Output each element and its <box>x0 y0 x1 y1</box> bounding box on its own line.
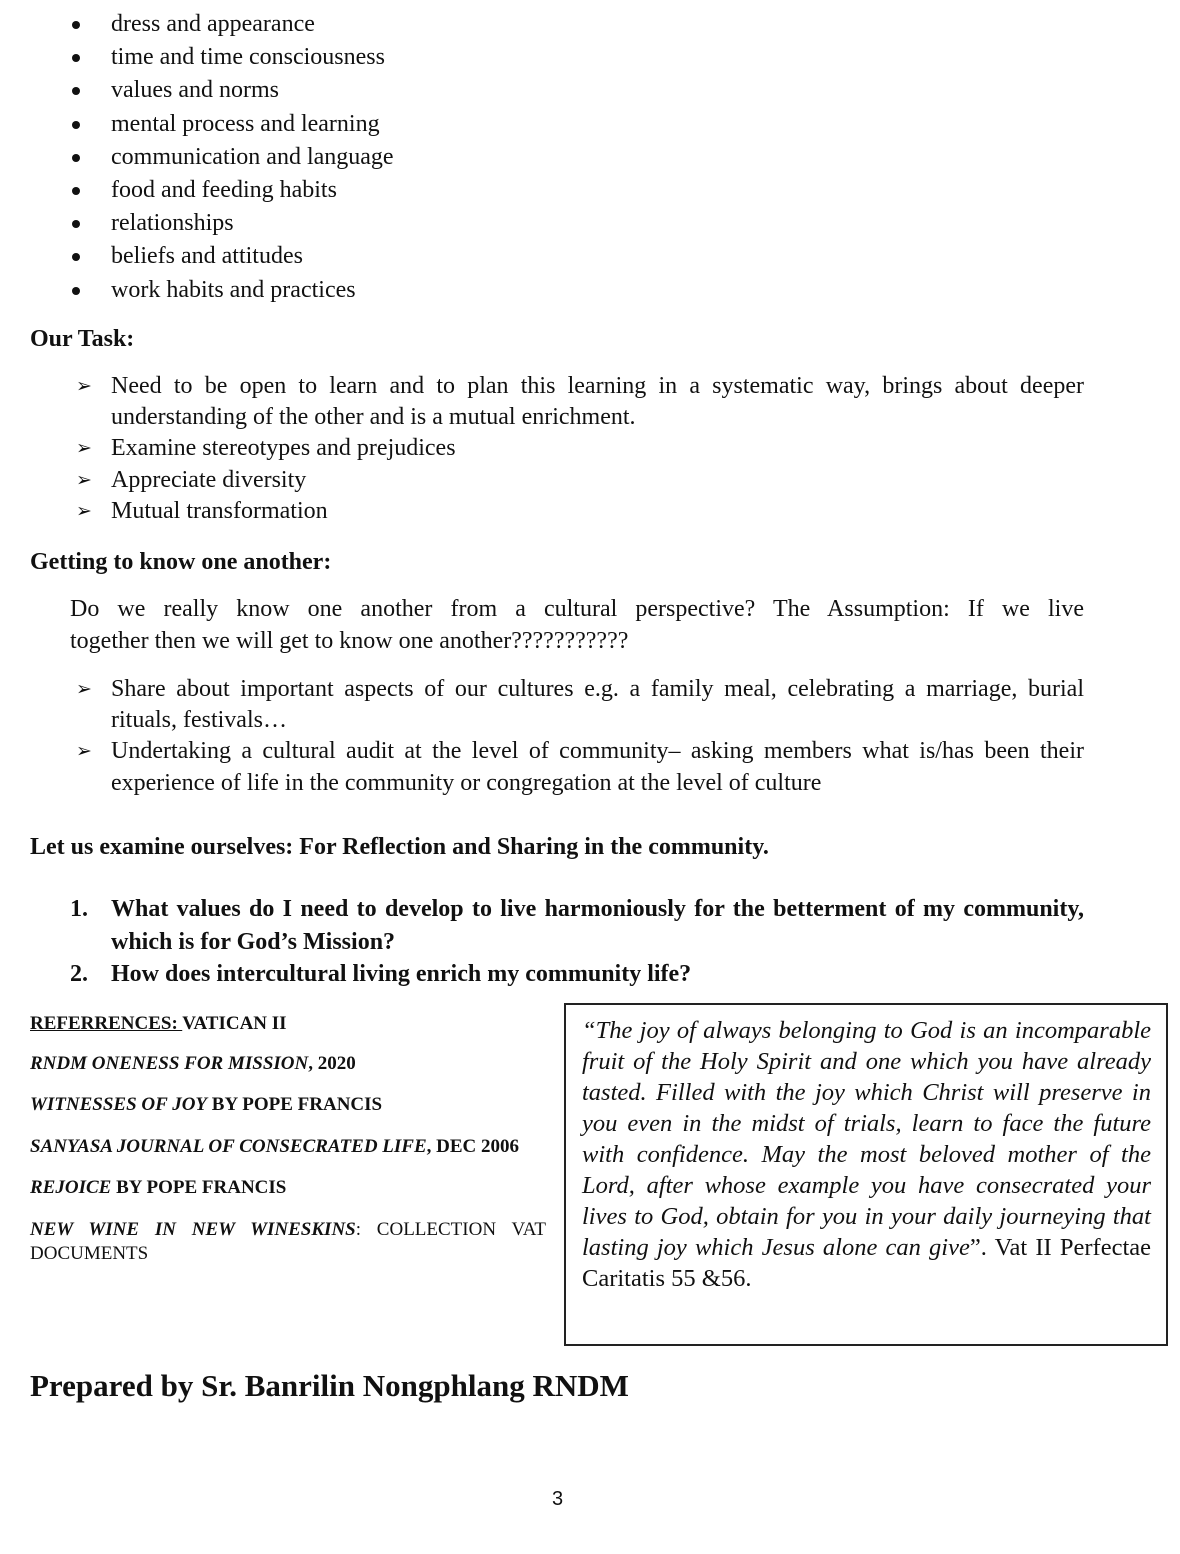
assumption-paragraph: Do we really know one another from a cultural perspective? The Assumption: If we live together then we will get to know one another??????????? <box>70 596 1084 654</box>
list-item: relationships <box>70 207 394 240</box>
reference-item: NEW WINE IN NEW WINESKINS: COLLECTION VAT DOCUMENTS <box>30 1218 546 1264</box>
our-task-heading: Our Task: <box>30 326 135 352</box>
arrow-bullet-icon: ➢ <box>76 499 92 522</box>
arrow-bullet-icon: ➢ <box>76 468 92 491</box>
list-item: ➢ Undertaking a cultural audit at the level of community– asking members what is/has been their experience of life in the community or congregation at the level of culture <box>76 738 1084 796</box>
culture-aspects-list <box>70 8 394 307</box>
list-item: ➢ Examine stereotypes and prejudices <box>76 433 1084 464</box>
arrow-bullet-icon: ➢ <box>76 437 92 460</box>
list-item: ➢ Need to be open to learn and to plan this learning in a systematic way, brings about deeper understanding of the other and is a mutual enrichment. <box>76 373 1084 431</box>
list-item: ➢ Share about important aspects of our cultures e.g. a family meal, celebrating a marriage, burial rituals, festivals… <box>76 676 1084 734</box>
list-item: dress and appearance <box>70 8 394 41</box>
quote-text: “The joy of always belonging to God is an incomparable fruit of the Holy Spirit and one which you have already tasted. Filled with the joy which Christ will preserve in you even in the midst of trials, learn to face the future with confidence. May the most beloved mother of the Lord, after whose example you have consecrated your lives to God, obtain for you in your daily journeying that lasting joy which Jesus alone can give”. Vat II Perfectae Caritatis 55 &56. <box>582 1017 1151 1292</box>
arrow-bullet-icon: ➢ <box>76 678 92 700</box>
arrow-bullet-icon: ➢ <box>76 740 92 763</box>
list-item: communication and language <box>70 141 394 174</box>
list-item: values and norms <box>70 74 394 107</box>
list-item: ➢ Appreciate diversity <box>76 465 1084 496</box>
list-item: food and feeding habits <box>70 174 394 207</box>
list-item: work habits and practices <box>70 274 394 307</box>
page-number: 3 <box>551 1488 564 1510</box>
know-one-another-heading: Getting to know one another: <box>30 549 332 575</box>
list-item: ➢ Mutual transformation <box>76 496 1084 527</box>
task-list <box>76 371 1084 527</box>
list-item: mental process and learning <box>70 108 394 141</box>
references-label: REFERRENCES: <box>30 1013 183 1034</box>
list-item: time and time consciousness <box>70 41 394 74</box>
arrow-bullet-icon: ➢ <box>76 375 92 397</box>
prepared-by: Prepared by Sr. Banrilin Nongphlang RNDM <box>30 1368 629 1403</box>
references-section: REFERRENCES: VATICAN II RNDM ONENESS FOR MISSION, 2020 WITNESSES OF JOY BY POPE FRANCIS SANYASA JOURNAL OF CONSECRATED LIFE, DEC 2006 REJOICE BY POPE FRANCIS NEW WINE IN NEW WINESKINS: COLLECTION VAT DOCUMENTS <box>30 1012 546 1284</box>
reference-item: RNDM ONENESS FOR MISSION, 2020 <box>30 1052 356 1074</box>
reference-item: REJOICE BY POPE FRANCIS <box>30 1177 287 1198</box>
question-item: 1. What values do I need to develop to live harmoniously for the betterment of my community, which is for God’s Mission? <box>70 896 1084 955</box>
quote-box <box>564 1003 1168 1346</box>
reflection-heading: Let us examine ourselves: For Reflection and Sharing in the community. <box>30 834 769 860</box>
list-item: beliefs and attitudes <box>70 240 394 273</box>
reflection-questions <box>70 893 1084 991</box>
reference-item: SANYASA JOURNAL OF CONSECRATED LIFE, DEC 2006 <box>30 1135 520 1157</box>
reference-item: WITNESSES OF JOY BY POPE FRANCIS <box>30 1094 383 1115</box>
question-item: 2. How does intercultural living enrich my community life? <box>70 961 692 987</box>
know-list <box>76 674 1084 799</box>
